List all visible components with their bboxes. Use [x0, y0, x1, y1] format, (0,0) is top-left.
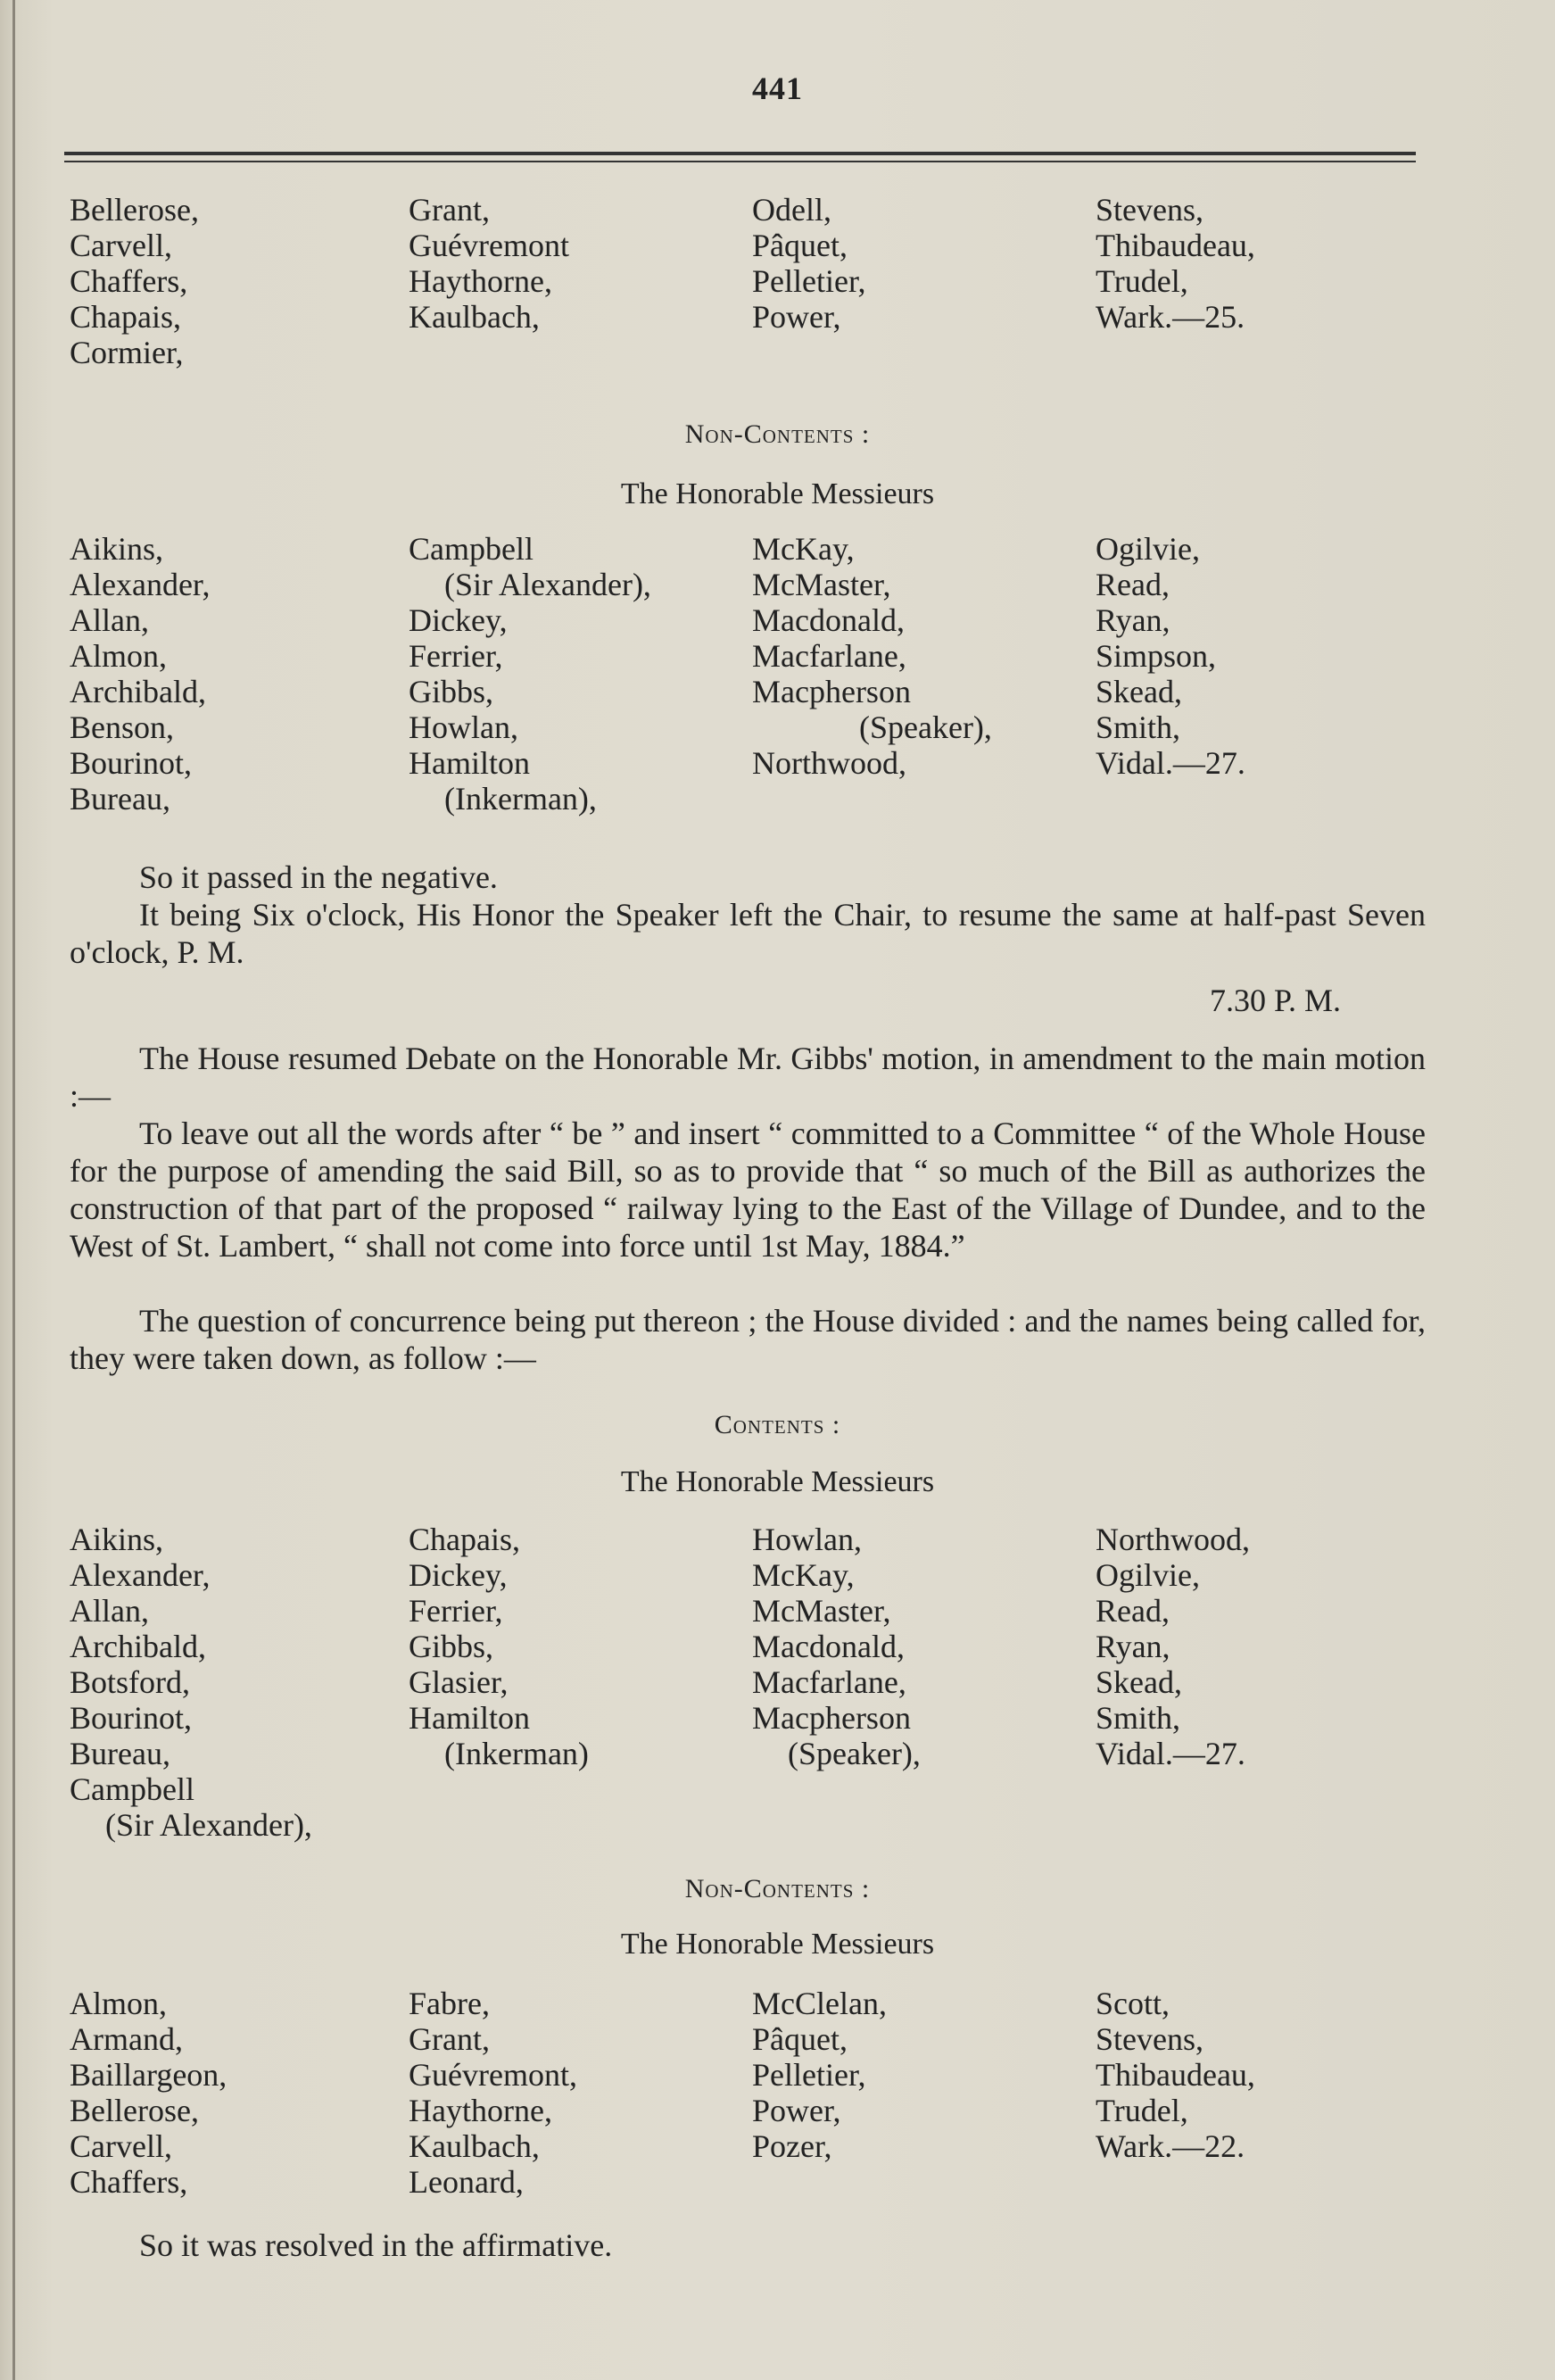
member-name: Aikins, [70, 531, 164, 567]
member-name-qualifier: (Inkerman), [444, 781, 597, 817]
name-column [409, 531, 752, 817]
member-name: Hamilton [409, 1700, 530, 1736]
resumed-debate-paragraph: The House resumed Debate on the Honorable Mr. Gibbs' motion, in amendment to the main motion :— [70, 1041, 1426, 1114]
member-name: Power, [752, 299, 841, 335]
name-column [409, 192, 752, 370]
member-name: Kaulbach, [409, 299, 540, 335]
member-name: Thibaudeau, [1096, 2057, 1255, 2093]
member-name: Chapais, [409, 1522, 520, 1557]
member-name: Bellerose, [70, 192, 199, 228]
member-name: Glasier, [409, 1664, 509, 1700]
member-name: Allan, [70, 1593, 149, 1629]
member-name: Hamilton [409, 745, 530, 781]
member-name: Bourinot, [70, 1700, 193, 1736]
member-name: Haythorne, [409, 2093, 552, 2128]
member-name: Dickey, [409, 602, 508, 638]
name-column [70, 531, 409, 817]
division2-noncontents-list [70, 1986, 1390, 2200]
name-column [409, 1522, 752, 1843]
member-name: Smith, [1096, 1700, 1181, 1736]
member-name: McKay, [752, 531, 855, 567]
amendment-text: To leave out all the words after “ be ” and insert “ committed to a Committee “ of the Whole House for the purpose of amending the said Bill, so as to provide that “ so much of the Bill as authorizes the construction of that part of the proposed “ railway lying to the East of the Village of Dundee, and to the West of St. Lambert, “ shall not come into force until 1st May, 1884.” [70, 1115, 1426, 1264]
member-name: Skead, [1096, 1664, 1182, 1700]
adjournment-paragraph: It being Six o'clock, His Honor the Speaker left the Chair, to resume the same at half-past Seven o'clock, P. M. [70, 897, 1426, 970]
member-name: Armand, [70, 2021, 183, 2057]
member-name: Campbell [70, 1771, 194, 1807]
member-name: Northwood, [752, 745, 906, 781]
member-name: Macpherson [752, 674, 911, 709]
member-name: Benson, [70, 709, 174, 745]
member-name: Alexander, [70, 567, 211, 602]
name-column [70, 192, 409, 370]
member-name: Carvell, [70, 2128, 172, 2164]
name-column [1096, 1986, 1390, 2200]
member-name: Simpson, [1096, 638, 1217, 674]
member-name: Archibald, [70, 674, 206, 709]
division2-noncontents-heading: Non-Contents : [684, 1874, 871, 1903]
member-name: Ferrier, [409, 1593, 503, 1629]
page-number: 441 [752, 70, 803, 106]
member-name: Bourinot, [70, 745, 193, 781]
member-name: Stevens, [1096, 192, 1203, 228]
member-name: Macpherson [752, 1700, 911, 1736]
member-name: Thibaudeau, [1096, 228, 1255, 263]
member-name: Botsford, [70, 1664, 190, 1700]
name-column [1096, 1522, 1390, 1843]
member-name: Trudel, [1096, 2093, 1188, 2128]
member-name-qualifier: (Inkerman) [444, 1736, 589, 1771]
member-name: Fabre, [409, 1986, 490, 2021]
division2-contents-subheading: The Honorable Messieurs [620, 1465, 935, 1498]
member-name: Stevens, [1096, 2021, 1203, 2057]
member-name: Grant, [409, 192, 490, 228]
member-name: Allan, [70, 602, 149, 638]
member-name: Gibbs, [409, 1629, 494, 1664]
member-name: Wark.—25. [1096, 299, 1245, 335]
division1-contents-list [70, 192, 1390, 370]
member-name: Ryan, [1096, 602, 1170, 638]
member-name: Dickey, [409, 1557, 508, 1593]
member-name: Bellerose, [70, 2093, 199, 2128]
member-name: Howlan, [752, 1522, 862, 1557]
affirmative-result: So it was resolved in the affirmative. [139, 2227, 613, 2263]
member-name: Pâquet, [752, 228, 848, 263]
member-name: Vidal.—27. [1096, 1736, 1245, 1771]
member-name: Pelletier, [752, 263, 866, 299]
member-name: Campbell [409, 531, 533, 567]
member-name: Archibald, [70, 1629, 206, 1664]
negative-result: So it passed in the negative. [139, 859, 498, 895]
division1-noncontents-heading: Non-Contents : [684, 419, 871, 449]
member-name-qualifier: (Speaker), [788, 1736, 921, 1771]
member-name: Chaffers, [70, 2164, 188, 2200]
member-name: Pelletier, [752, 2057, 866, 2093]
time-stamp: 7.30 P. M. [1209, 983, 1341, 1018]
division2-noncontents-subheading: The Honorable Messieurs [620, 1928, 935, 1961]
member-name: McMaster, [752, 1593, 891, 1629]
name-column [70, 1986, 409, 2200]
member-name: Scott, [1096, 1986, 1170, 2021]
member-name: Chaffers, [70, 263, 188, 299]
header-rule-thin [64, 161, 1416, 162]
member-name: Gibbs, [409, 674, 494, 709]
member-name: Guévremont [409, 228, 569, 263]
member-name: Skead, [1096, 674, 1182, 709]
division2-contents-heading: Contents : [714, 1410, 841, 1439]
member-name: Ogilvie, [1096, 531, 1200, 567]
member-name: Haythorne, [409, 263, 552, 299]
member-name: Macfarlane, [752, 638, 906, 674]
name-column [752, 1986, 1096, 2200]
member-name: Macdonald, [752, 602, 905, 638]
name-column [409, 1986, 752, 2200]
member-name: Baillargeon, [70, 2057, 227, 2093]
member-name: Smith, [1096, 709, 1181, 745]
member-name-qualifier: (Sir Alexander), [105, 1807, 312, 1843]
member-name: McKay, [752, 1557, 855, 1593]
member-name: Pozer, [752, 2128, 832, 2164]
member-name: Carvell, [70, 228, 172, 263]
name-column [70, 1522, 409, 1843]
member-name: McClelan, [752, 1986, 887, 2021]
division1-noncontents-list [70, 531, 1390, 817]
member-name: Kaulbach, [409, 2128, 540, 2164]
member-name: Chapais, [70, 299, 181, 335]
member-name: Ferrier, [409, 638, 503, 674]
member-name: Northwood, [1096, 1522, 1250, 1557]
member-name: Howlan, [409, 709, 518, 745]
member-name: Aikins, [70, 1522, 164, 1557]
member-name: Leonard, [409, 2164, 524, 2200]
member-name: Ryan, [1096, 1629, 1170, 1664]
member-name: Bureau, [70, 781, 170, 817]
header-rule-thick [64, 152, 1416, 155]
member-name: Pâquet, [752, 2021, 848, 2057]
member-name: Trudel, [1096, 263, 1188, 299]
name-column [1096, 531, 1390, 817]
member-name-qualifier: (Speaker), [859, 709, 992, 745]
member-name: Odell, [752, 192, 831, 228]
member-name: Vidal.—27. [1096, 745, 1245, 781]
member-name: Almon, [70, 638, 168, 674]
member-name: Bureau, [70, 1736, 170, 1771]
member-name-qualifier: (Sir Alexander), [444, 567, 651, 602]
division2-contents-list [70, 1522, 1390, 1843]
member-name: Almon, [70, 1986, 168, 2021]
name-column [752, 192, 1096, 370]
member-name: Grant, [409, 2021, 490, 2057]
member-name: Power, [752, 2093, 841, 2128]
member-name: McMaster, [752, 567, 891, 602]
member-name: Cormier, [70, 335, 184, 370]
name-column [1096, 192, 1390, 370]
member-name: Wark.—22. [1096, 2128, 1245, 2164]
member-name: Ogilvie, [1096, 1557, 1200, 1593]
member-name: Macdonald, [752, 1629, 905, 1664]
member-name: Alexander, [70, 1557, 211, 1593]
member-name: Read, [1096, 1593, 1170, 1629]
question-paragraph: The question of concurrence being put thereon ; the House divided : and the names being called for, they were taken down, as follow :— [70, 1303, 1426, 1376]
member-name: Guévremont, [409, 2057, 577, 2093]
division1-noncontents-subheading: The Honorable Messieurs [620, 477, 935, 510]
name-column [752, 1522, 1096, 1843]
member-name: Macfarlane, [752, 1664, 906, 1700]
member-name: Read, [1096, 567, 1170, 602]
binding-edge [12, 0, 15, 2380]
name-column [752, 531, 1096, 817]
